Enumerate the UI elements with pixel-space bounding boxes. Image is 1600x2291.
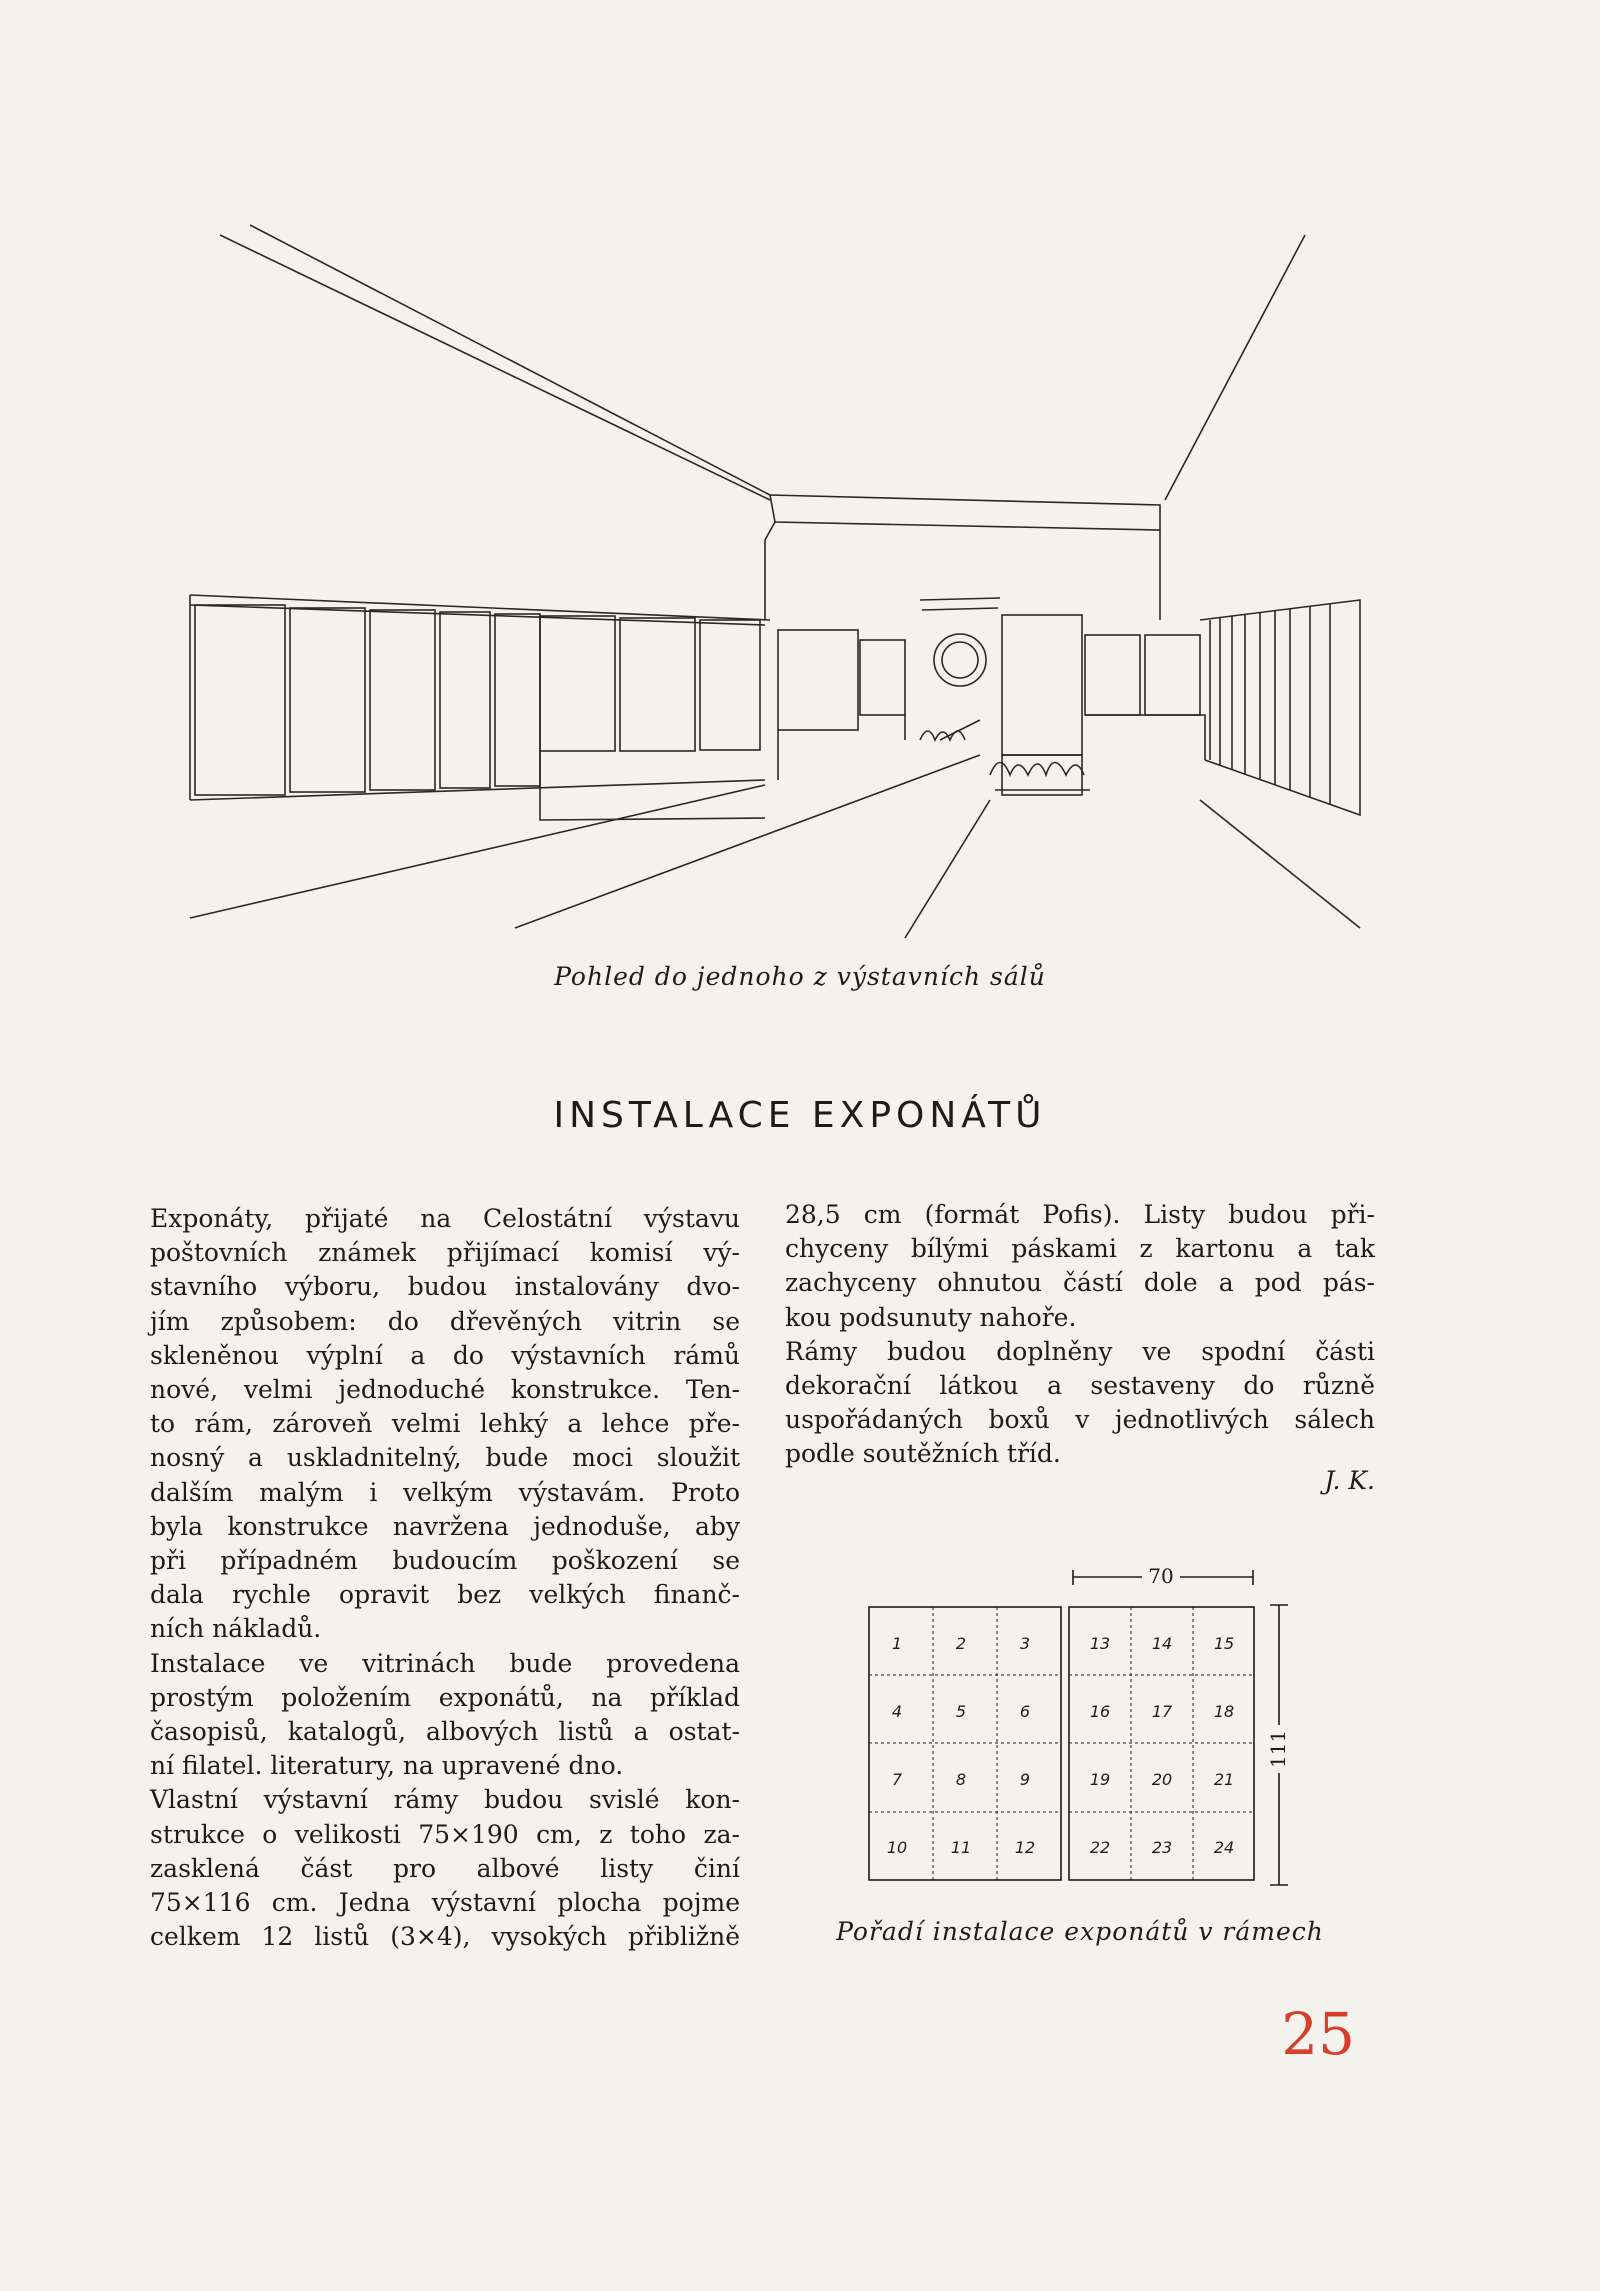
- sheet-number: 9: [1019, 1770, 1031, 1789]
- sheet-number: 21: [1213, 1770, 1235, 1789]
- diagram-caption: Pořadí instalace exponátů v rámech: [836, 1917, 1324, 1946]
- text-line: při případném budoucím poškození se: [150, 1546, 740, 1576]
- article-left-column: [150, 1202, 740, 1954]
- sheet-number: 3: [1019, 1634, 1031, 1653]
- sheet-number: 18: [1213, 1702, 1235, 1721]
- text-line: podle soutěžních tříd.: [785, 1439, 1061, 1469]
- text-line: nosný a uskladnitelný, bude moci sloužit: [150, 1443, 740, 1473]
- sheet-number: 11: [950, 1838, 972, 1857]
- exhibition-hall-sketch: [160, 200, 1400, 960]
- sheet-number: 24: [1213, 1838, 1235, 1857]
- article-title: INSTALACE EXPONÁTŮ: [553, 1095, 1047, 1136]
- text-line: jím způsobem: do dřevěných vitrin se: [150, 1306, 740, 1336]
- sheet-number: 23: [1151, 1838, 1173, 1857]
- text-line: dalším malým i velkým výstavám. Proto: [150, 1477, 740, 1507]
- text-line: byla konstrukce navržena jednoduše, aby: [150, 1511, 740, 1541]
- sheet-number: 22: [1089, 1838, 1111, 1857]
- sheet-number: 20: [1151, 1770, 1173, 1789]
- text-line: Vlastní výstavní rámy budou svislé kon-: [150, 1785, 740, 1815]
- text-line: strukce o velikosti 75×190 cm, z toho za-: [150, 1819, 740, 1849]
- text-line: zasklená část pro albové listy činí: [150, 1853, 740, 1883]
- text-line: Exponáty, přijaté na Celostátní výstavu: [150, 1204, 740, 1233]
- page-number: 25: [1281, 2000, 1355, 2068]
- sheet-number: 10: [886, 1838, 908, 1857]
- text-line: ní filatel. literatury, na upravené dno.: [150, 1751, 624, 1781]
- sheet-number: 12: [1014, 1838, 1036, 1857]
- sheet-number: 2: [955, 1634, 967, 1653]
- text-line: to rám, zároveň velmi lehký a lehce pře-: [150, 1409, 740, 1439]
- text-line: skleněnou výplní a do výstavních rámů: [150, 1340, 740, 1370]
- text-line: dala rychle opravit bez velkých finanč-: [150, 1580, 740, 1610]
- author-signature: J. K.: [1324, 1466, 1375, 1495]
- text-line: prostým položením exponátů, na příklad: [150, 1682, 740, 1712]
- sheet-number: 19: [1089, 1770, 1111, 1789]
- sheet-number: 8: [955, 1770, 967, 1789]
- sheet-number: 6: [1019, 1702, 1031, 1721]
- sheet-number: 13: [1089, 1634, 1111, 1653]
- text-line: časopisů, katalogů, albových listů a ostat-: [150, 1717, 740, 1747]
- text-line: stavního výboru, budou instalovány dvo-: [150, 1272, 740, 1302]
- article-right-column: [785, 1198, 1375, 1472]
- sheet-number: 4: [891, 1702, 903, 1721]
- text-line: Instalace ve vitrinách bude provedena: [150, 1648, 740, 1678]
- text-line: 75×116 cm. Jedna výstavní plocha pojme: [150, 1888, 740, 1918]
- text-line: zachyceny ohnutou částí dole a pod pás-: [785, 1268, 1375, 1298]
- sheet-number: 5: [955, 1702, 967, 1721]
- sheet-number: 1: [891, 1634, 903, 1653]
- height-label: 111: [1266, 1729, 1290, 1769]
- text-line: nové, velmi jednoduché konstrukce. Ten-: [150, 1375, 740, 1405]
- sheet-number: 14: [1151, 1634, 1173, 1653]
- sheet-number: 17: [1151, 1702, 1173, 1721]
- text-line: Rámy budou doplněny ve spodní části: [785, 1336, 1375, 1366]
- text-line: dekorační látkou a sestaveny do různě: [785, 1371, 1375, 1401]
- text-line: poštovních známek přijímací komisí vý-: [150, 1238, 740, 1268]
- text-line: kou podsunuty nahoře.: [785, 1302, 1077, 1332]
- text-line: 28,5 cm (formát Pofis). Listy budou při-: [785, 1200, 1375, 1229]
- figure-caption: Pohled do jednoho z výstavních sálů: [554, 962, 1046, 991]
- text-line: uspořádaných boxů v jednotlivých sálech: [785, 1405, 1375, 1435]
- text-line: ních nákladů.: [150, 1614, 322, 1644]
- sheet-number: 16: [1089, 1702, 1111, 1721]
- sheet-number: 7: [891, 1770, 903, 1789]
- sheet-number: 15: [1213, 1634, 1235, 1653]
- width-label: 70: [1148, 1564, 1174, 1588]
- text-line: celkem 12 listů (3×4), vysokých přibližně: [150, 1922, 740, 1952]
- text-line: chyceny bílými páskami z kartonu a tak: [785, 1234, 1375, 1264]
- frame-order-diagram: [860, 1555, 1320, 1915]
